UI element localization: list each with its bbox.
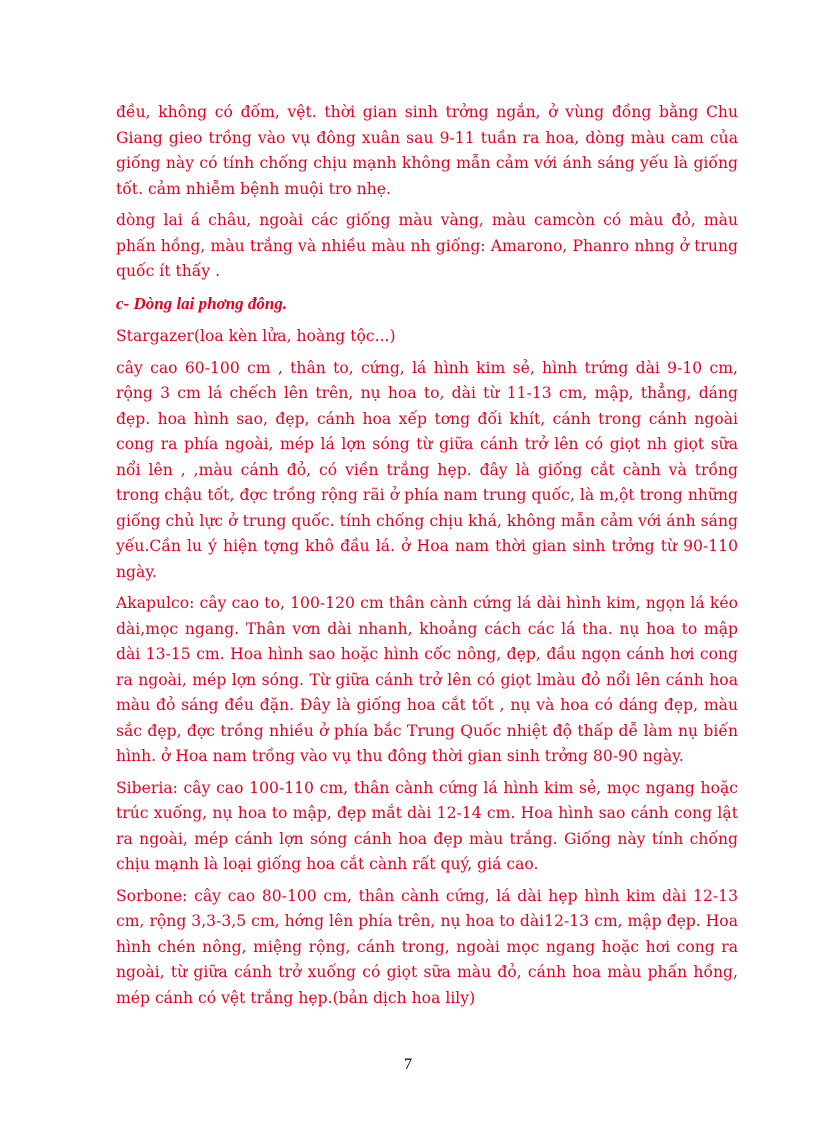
paragraph-stargazer-description: cây cao 60-100 cm , thân to, cứng, lá hình kim sẻ, hình trứng dài 9-10 cm, rộng 3 cm lá chếch lên trên, nụ hoa to, dài từ 11-13 cm, mập, thẳng, dáng đẹp. hoa hình sao, đẹp, cánh hoa xếp tơng đối khít, cánh trong cánh ngoài cong ra phía ngoài, mép lá lợn sóng từ giữa cánh trở lên có giọt nh giọt sữa nổi lên , ,màu cánh đỏ, có viền trắng hẹp. đây là giống cắt cành và trồng trong chậu tốt, đợc trồng rộng rãi ở phía nam trung quốc, là m,ột trong những giống chủ lực ở trung quốc. tính chống chịu khá, không mẫn cảm với ánh sáng yếu.Cần lu ý hiện tợng khô đầu lá. ở Hoa nam thời gian sinh trởng từ 90-110 ngày.	[116, 358, 738, 581]
paragraph-akapulco: Akapulco: cây cao to, 100-120 cm thân cành cứng lá dài hình kim, ngọn lá kéo dài,mọc ngang. Thân vơn dài nhanh, khoảng cách các lá tha. nụ hoa to mập dài 13-15 cm. Hoa hình sao hoặc hình cốc nông, đẹp, đầu ngọn cánh hơi cong ra ngoài, mép lợn sóng. Từ giữa cánh trở lên có giọt lmàu đỏ nổi lên cánh hoa màu đỏ sáng đều đặn. Đây là giống hoa cắt tốt , nụ và hoa có dáng đẹp, màu sắc đẹp, đợc trồng nhiều ở phía bắc Trung Quốc nhiệt độ thấp dễ làm nụ biến hình. ở Hoa nam trồng vào vụ thu đông thời gian sinh trởng 80-90 ngày.	[116, 594, 738, 765]
page-number: 7	[404, 1056, 412, 1073]
paragraph-sorbone: Sorbone: cây cao 80-100 cm, thân cành cứng, lá dài hẹp hình kim dài 12-13 cm, rộng 3,3-3,5 cm, hớng lên phía trên, nụ hoa to dài12-13 cm, mập đẹp. Hoa hình chén nông, miệng rộng, cánh trong, ngoài mọc ngang hoặc hơi cong ra ngoài, từ giữa cánh trở xuống có giọt sữa màu đỏ, cánh hoa màu phấn hồng, mép cánh có vệt trắng hẹp.(bản dịch hoa lily)	[116, 886, 738, 1007]
document-body	[116, 100, 738, 1017]
paragraph-siberia: Siberia: cây cao 100-110 cm, thân cành cứng lá hình kim sẻ, mọc ngang hoặc trúc xuống, nụ hoa to mập, đẹp mắt dài 12-14 cm. Hoa hình sao cánh cong lật ra ngoài, mép cánh lợn sóng cánh hoa đẹp màu trắng. Giống này tính chống chịu mạnh là loại giống hoa cắt cành rất quý, giá cao.	[116, 778, 738, 873]
paragraph-intro: đều, không có đốm, vệt. thời gian sinh trởng ngắn, ở vùng đồng bằng Chu Giang gieo trồng vào vụ đông xuân sau 9-11 tuần ra hoa, dòng màu cam của giống này có tính chống chịu mạnh không mẫn cảm với ánh sáng yếu là giống tốt. cảm nhiễm bệnh muội tro nhẹ.	[116, 103, 738, 198]
paragraph-stargazer-title: Stargazer(loa kèn lửa, hoàng tộc...)	[116, 327, 396, 345]
paragraph-asian-hybrids: dòng lai á châu, ngoài các giống màu vàng, màu camcòn có màu đỏ, màu phấn hồng, màu trắng và nhiều màu nh giống: Amarono, Phanro nhng ở trung quốc ít thấy .	[116, 211, 738, 280]
section-heading-oriental-hybrids: c- Dòng lai phơng đông.	[116, 293, 288, 313]
